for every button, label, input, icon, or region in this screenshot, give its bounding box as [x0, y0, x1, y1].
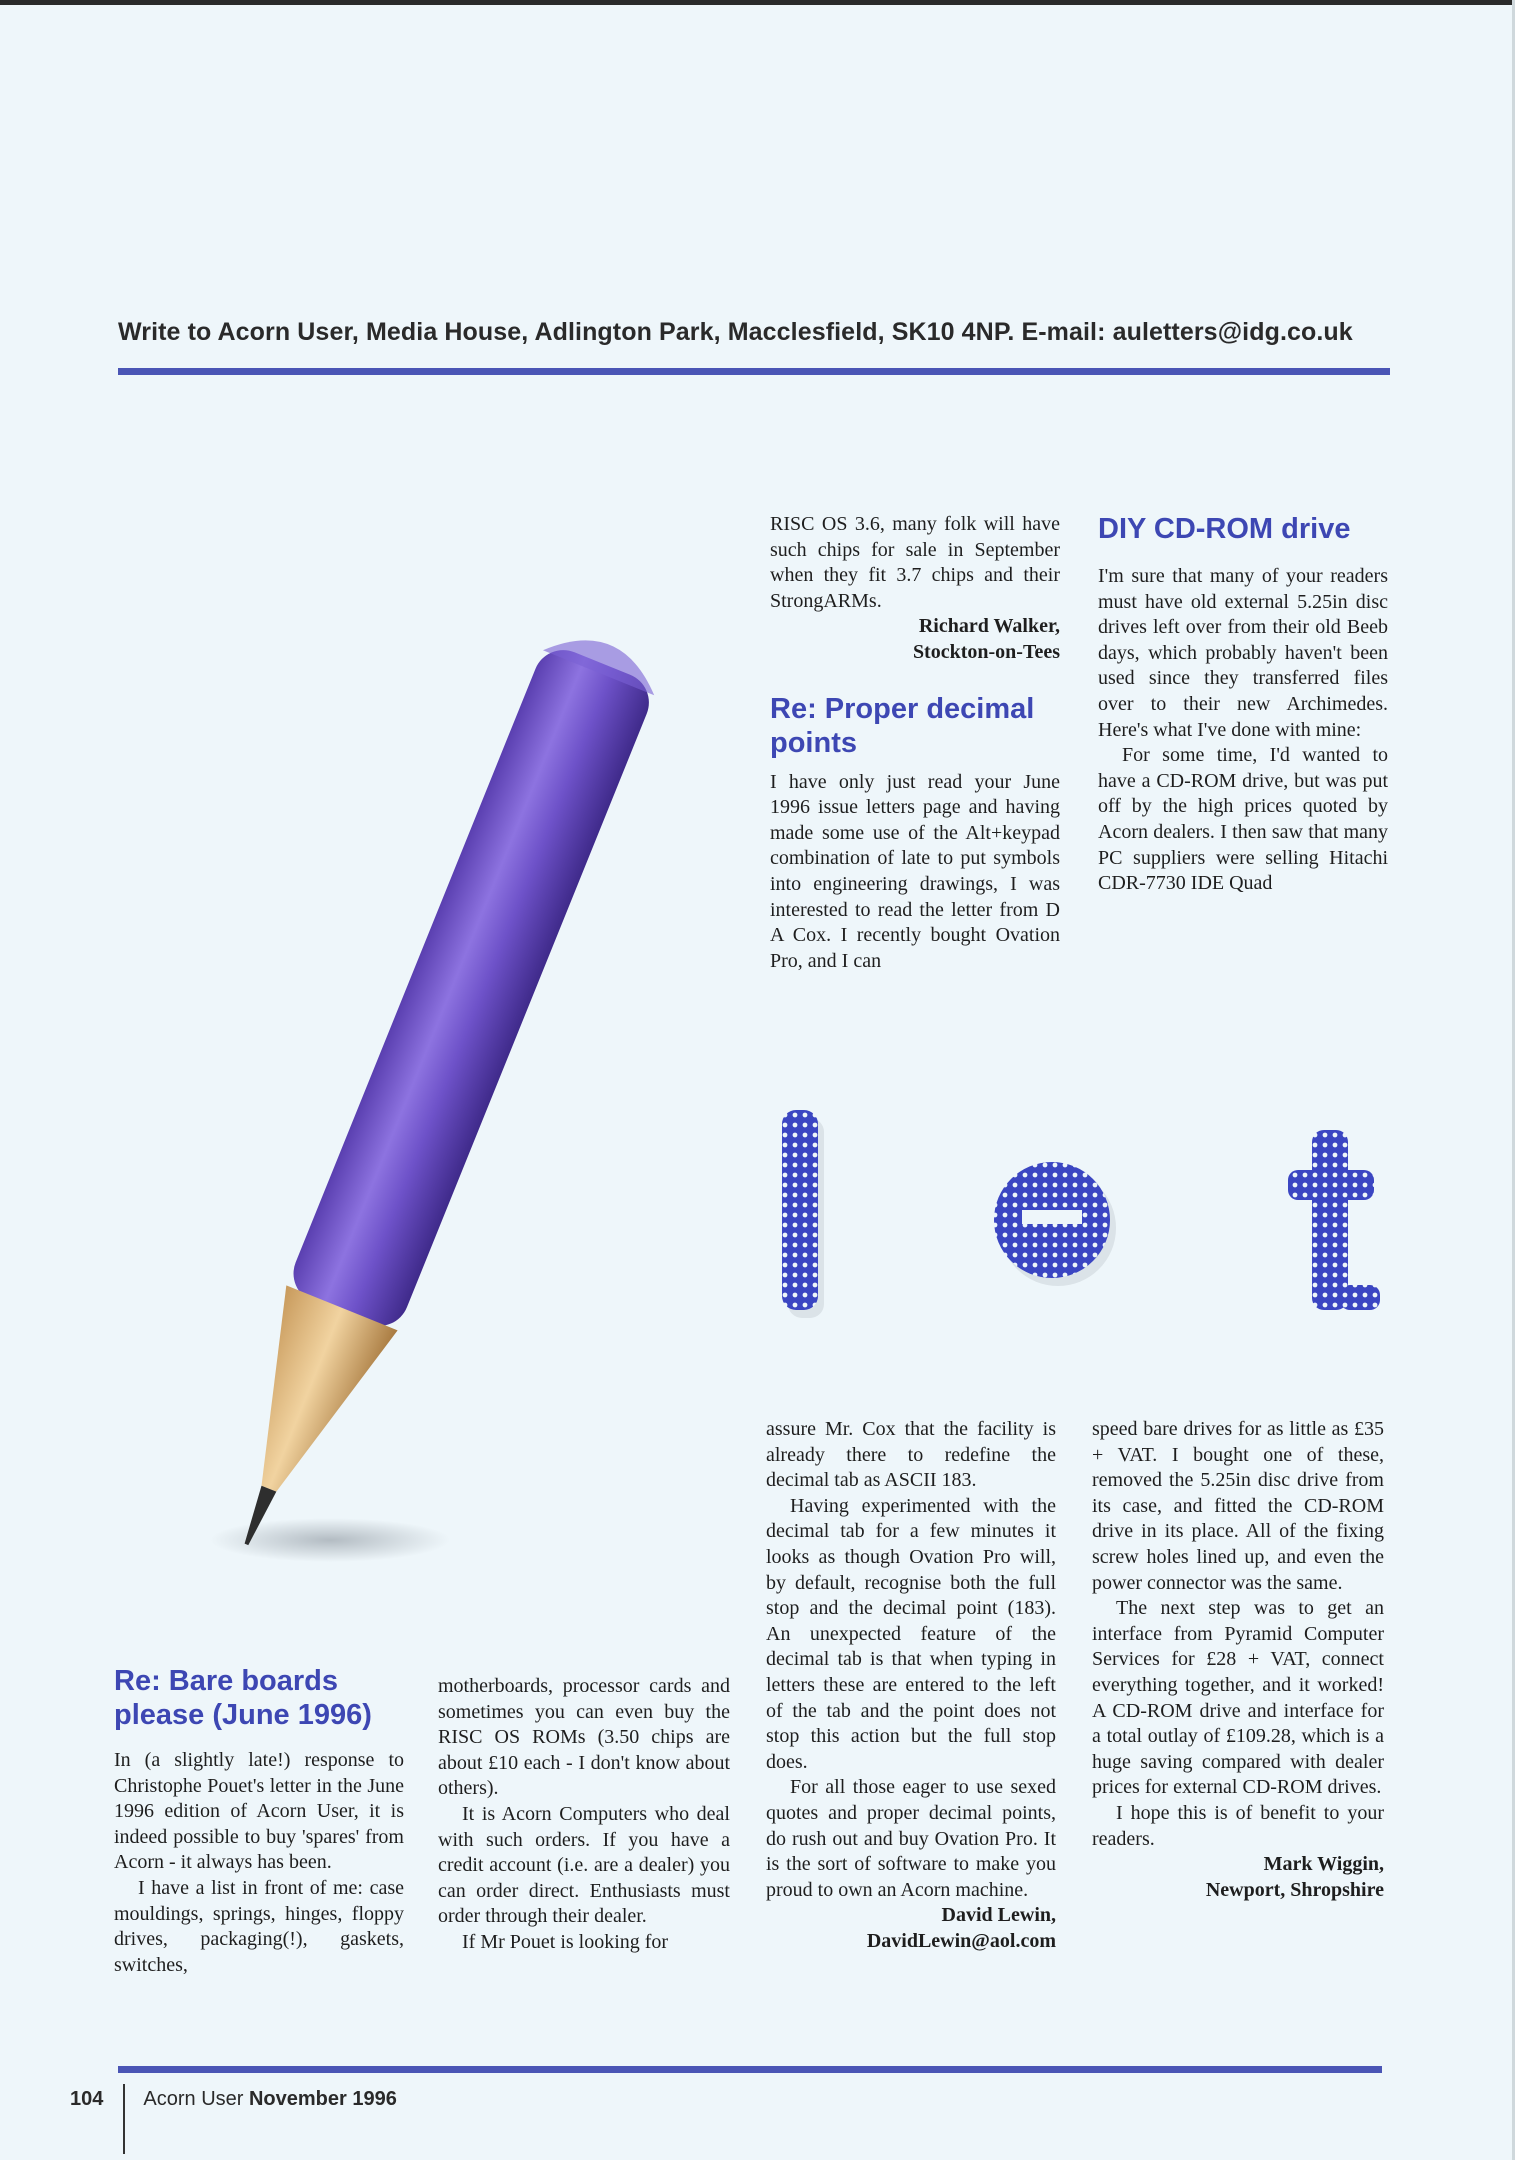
- page-number: 104: [70, 2088, 104, 2110]
- paragraph: Having experimented with the decimal tab for a few minutes it looks as though Ovation Pro will, by default, recognise both the full stop and the decimal point (183). An unexpected feature of the decimal tab is that when typing in letters these are entered to the left of the tab and the point does not stop this action but the full stop does.: [766, 1494, 1056, 1773]
- footer-rule: [118, 2066, 1382, 2073]
- paragraph: For some time, I'd wanted to have a CD-ROM drive, but was put off by the high prices quoted by Acorn dealers. I then saw that many PC suppliers were selling Hitachi CDR-7730 IDE Quad: [1098, 744, 1388, 895]
- header-rule: [118, 368, 1390, 375]
- submission-address: Write to Acorn User, Media House, Adlington Park, Macclesfield, SK10 4NP. E-mail: auletters@idg.co.uk: [118, 318, 1353, 346]
- signature-name: Richard Walker,: [918, 615, 1060, 638]
- signature-place: Stockton-on-Tees: [912, 640, 1060, 663]
- issue-date: November 1996: [248, 2088, 397, 2110]
- paragraph: I'm sure that many of your readers must have old external 5.25in disc drives left over from their old Beeb days, which probably haven't been used since they transferred files over to their new Archimedes. Here's what I've done with mine:: [1098, 565, 1388, 741]
- column-4-bottom: [1092, 1417, 1384, 1903]
- letter-heading: Re: Bare boards please (June 1996): [114, 1665, 372, 1731]
- letter-l: [782, 1110, 818, 1310]
- column-3-top: [1098, 512, 1388, 897]
- column-2-bottom: [438, 1674, 730, 1956]
- paragraph: It is Acorn Computers who deal with such orders. If you have a credit account (i.e. are a dealer) you can order direct. Enthusiasts must order through their dealer.: [438, 1802, 730, 1928]
- paragraph: In (a slightly late!) response to Christophe Pouet's letter in the June 1996 edition of Acorn User, it is indeed possible to buy 'spares' from Acorn - it always has been.: [114, 1749, 404, 1874]
- letter-t: [1288, 1130, 1380, 1310]
- signature-place: DavidLewin@aol.com: [866, 1929, 1056, 1952]
- paragraph: assure Mr. Cox that the facility is already there to redefine the decimal tab as ASCII 183.: [766, 1418, 1056, 1492]
- page-footer: [70, 2088, 397, 2154]
- paragraph: The next step was to get an interface from Pyramid Computer Services for £28 + VAT, connect everything together, and it worked! A CD-ROM drive and interface for a total outlay of £109.28, which is a huge saving compared with dealer prices for external CD-ROM drives.: [1092, 1597, 1384, 1799]
- let-graphic: [740, 1090, 1430, 1330]
- column-2-top: [770, 512, 1060, 974]
- signature-name: Mark Wiggin,: [1263, 1853, 1384, 1876]
- letter-heading: DIY CD-ROM drive: [1098, 513, 1351, 545]
- signature-name: David Lewin,: [941, 1904, 1056, 1927]
- footer-divider: [123, 2084, 125, 2154]
- magazine-name: Acorn User: [143, 2088, 244, 2110]
- paragraph: motherboards, processor cards and sometimes you can even buy the RISC OS ROMs (3.50 chips are about £10 each - I don't know about others).: [438, 1675, 730, 1800]
- paragraph: For all those eager to use sexed quotes and proper decimal points, do rush out and buy Ovation Pro. It is the sort of software to make you proud to own an Acorn machine.: [766, 1776, 1056, 1901]
- top-edge: [0, 0, 1515, 5]
- paragraph: I have a list in front of me: case mouldings, springs, hinges, floppy drives, packaging(!), gaskets, switches,: [114, 1876, 404, 1976]
- paragraph: speed bare drives for as little as £35 + VAT. I bought one of these, removed the 5.25in disc drive from its case, and fitted the CD-ROM drive in its place. All of the fixing screw holes lined up, and even the power connector was the same.: [1092, 1418, 1384, 1594]
- column-1-bottom: [114, 1664, 404, 1978]
- paragraph: If Mr Pouet is looking for: [462, 1930, 669, 1953]
- letter-heading: Re: Proper decimal points: [770, 692, 1035, 759]
- column-3-bottom: [766, 1417, 1056, 1954]
- signature-place: Newport, Shropshire: [1205, 1878, 1384, 1901]
- pencil-illustration: [200, 520, 660, 1660]
- paragraph: RISC OS 3.6, many folk will have such chips for sale in September when they fit 3.7 chips and their StrongARMs.: [770, 513, 1060, 612]
- paragraph: I have only just read your June 1996 issue letters page and having made some use of the Alt+keypad combination of late to put symbols into engineering drawings, I was interested to read the letter from D A Cox. I recently bought Ovation Pro, and I can: [770, 770, 1060, 972]
- paragraph: I hope this is of benefit to your readers.: [1092, 1801, 1384, 1850]
